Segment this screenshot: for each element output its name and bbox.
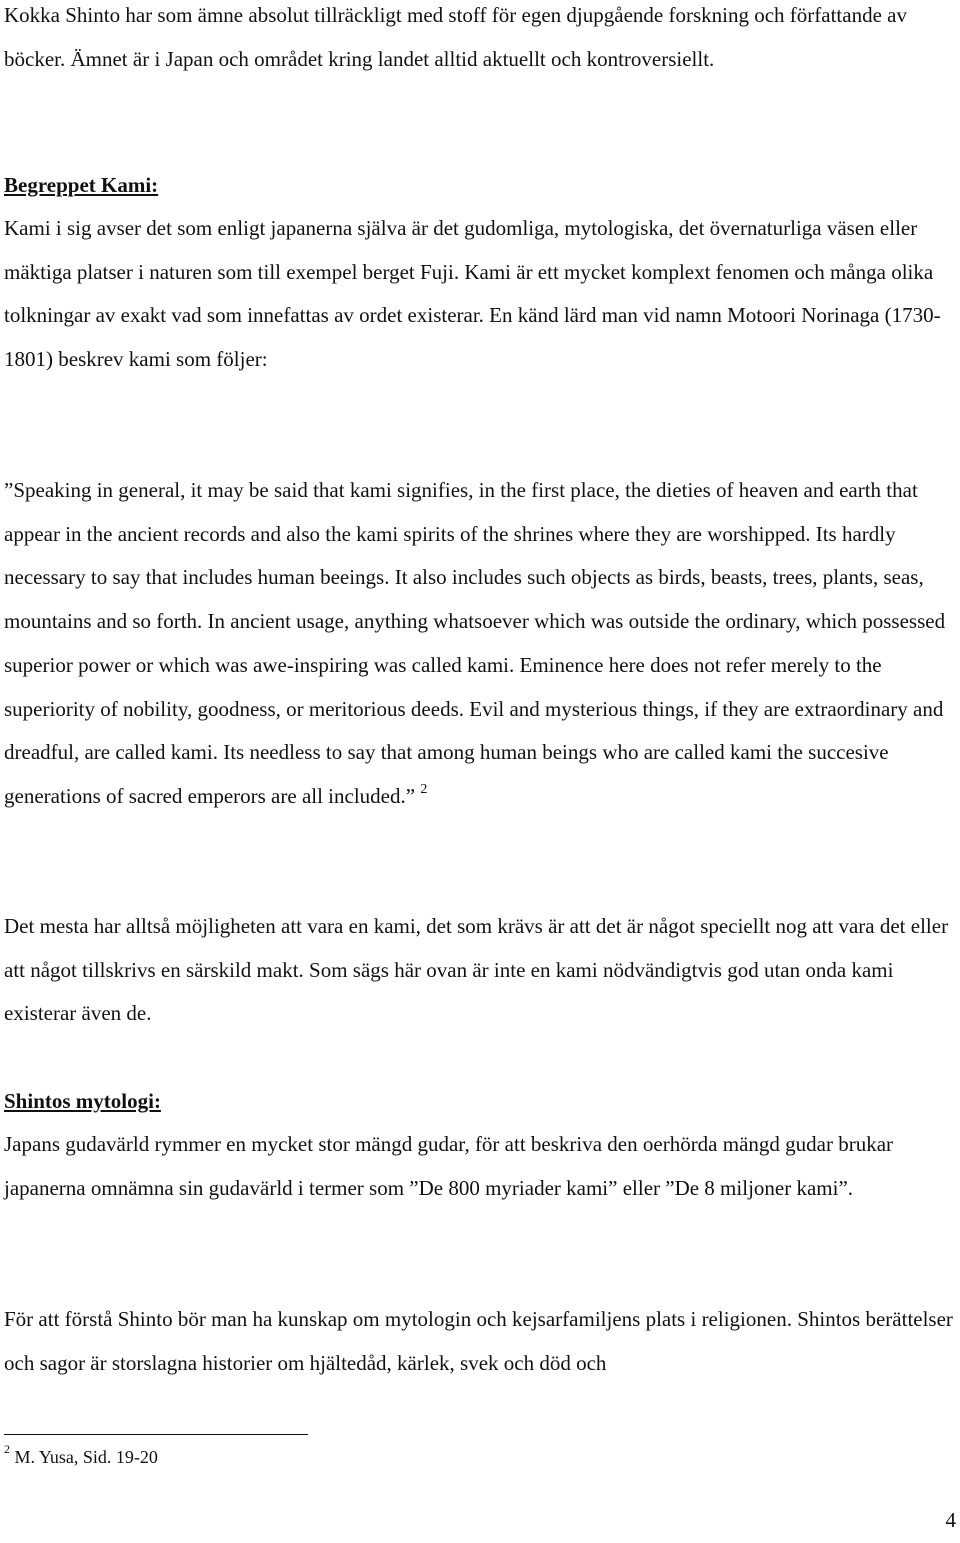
norinaga-quote-paragraph <box>4 469 958 819</box>
mythology-continued-paragraph: För att förstå Shinto bör man ha kunskap om mytologin och kejsarfamiljens plats i religionen. Shintos berättelser och sagor är storslagna historier om hjältedåd, kärlek, svek och död och <box>4 1307 953 1375</box>
section-heading-kami: Begreppet Kami: <box>4 173 159 197</box>
mythology-intro-paragraph: Japans gudavärld rymmer en mycket stor mängd gudar, för att beskriva den oerhörda mängd gudar brukar japanerna omnämna sin gudavärld i termer som ”De 800 myriader kami” eller ”De 8 miljoner kami”. <box>4 1132 894 1200</box>
intro-paragraph: Kokka Shinto har som ämne absolut tillräckligt med stoff för egen djupgående forskning och författande av böcker. Ämnet är i Japan och området kring landet alltid aktuellt och kontroversiellt. <box>4 3 907 71</box>
quote-text: ”Speaking in general, it may be said that kami signifies, in the first place, the dieties of heaven and earth that appear in the ancient records and also the kami spirits of the shrines where they are worshipped. Its hardly necessary to say that includes human beeings. It also includes such objects as birds, beasts, trees, plants, seas, mountains and so forth. In ancient usage, anything whatsoever which was outside the ordinary, which possessed superior power or which was awe-inspiring was called kami. Eminence here does not refer merely to the superiority of nobility, goodness, or meritorious deeds. Evil and mysterious things, if they are extraordinary and dreadful, are called kami. Its needless to say that among human beings who are called kami the succesive generations of sacred emperors are all included.” <box>4 478 946 808</box>
footnote-text: M. Yusa, Sid. 19-20 <box>10 1447 158 1467</box>
footnote-separator <box>4 1434 308 1435</box>
footnote <box>4 1442 158 1468</box>
kami-summary-paragraph: Det mesta har alltså möjligheten att vara en kami, det som krävs är att det är något speciellt nog att vara det eller att något tillskrivs en särskild makt. Som sägs här ovan är inte en kami nödvändigtvis god utan onda kami existerar även de. <box>4 914 949 1026</box>
kami-definition-paragraph: Kami i sig avser det som enligt japanerna själva är det gudomliga, mytologiska, det övernaturliga väsen eller mäktiga platser i naturen som till exempel berget Fuji. Kami är ett mycket komplext fenomen och många olika tolkningar av exakt vad som innefattas av ordet existerar. En känd lärd man vid namn Motoori Norinaga (1730-1801) beskrev kami som följer: <box>4 216 941 372</box>
section-heading-mythology: Shintos mytologi: <box>4 1089 161 1113</box>
page-number: 4 <box>945 1508 956 1532</box>
footnote-number: 2 <box>4 1442 10 1456</box>
footnote-reference: 2 <box>420 781 428 797</box>
